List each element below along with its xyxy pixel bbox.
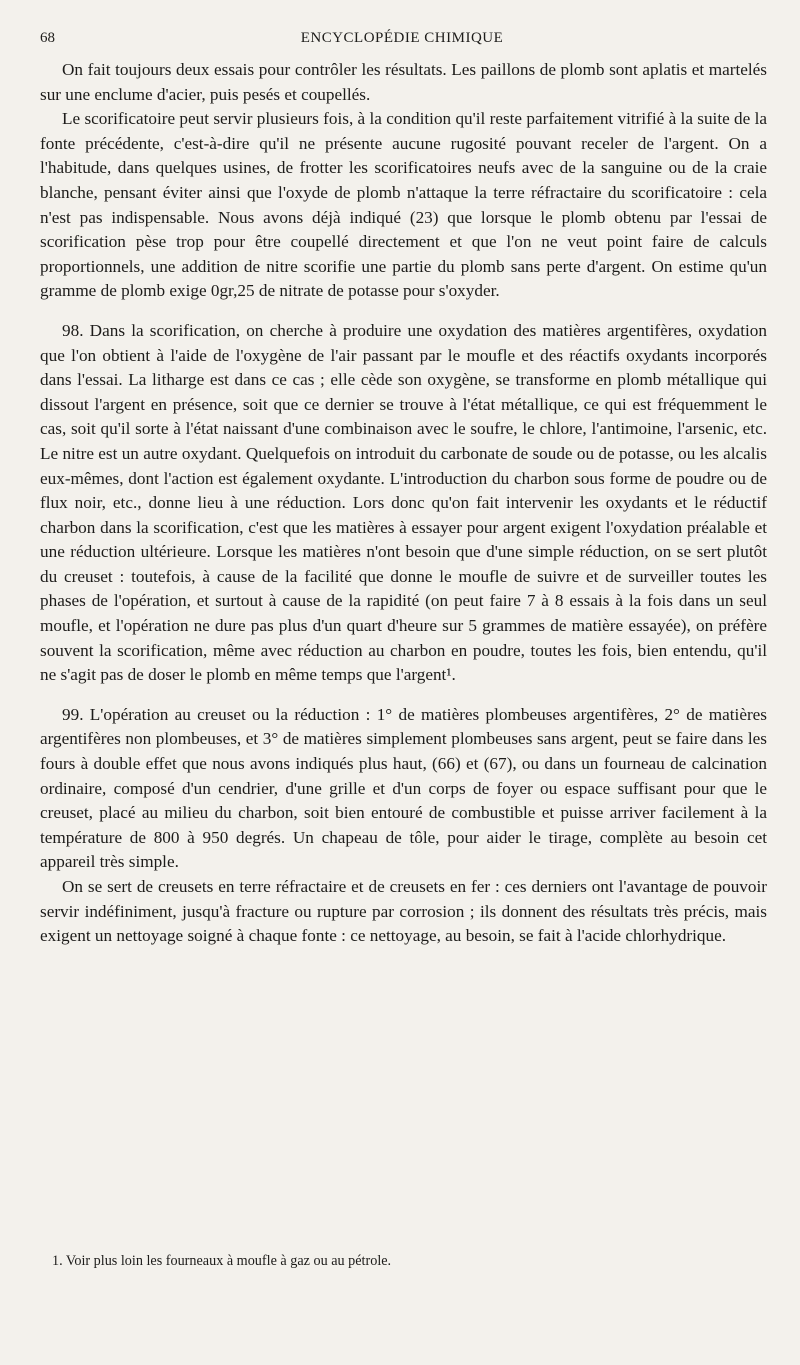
paragraph-98: 98. Dans la scorification, on cherche à produire une oxydation des matières argentifères, oxydation que l'on obtient à l'aide de l'oxygène de l'air passant par le moufle et des réactifs oxydants incorporés dans l'essai. La litharge est dans ce cas ; elle cède son oxygène, se transforme en plomb métallique qui dissout l'argent en présence, soit que ce dernier se trouve à l'état métallique, ce qui est fréquemment le cas, soit qu'il sorte à l'état naissant d'une combinaison avec le soufre, le chlore, l'antimoine, l'arsenic, etc. Le nitre est un autre oxydant. Quelquefois on introduit du carbonate de soude ou de potasse, ou les alcalis eux-mêmes, dont l'action est également oxydante. L'introduction du charbon sous forme de poudre ou de flux noir, etc., donne lieu à une réduction. Lors donc qu'on fait intervenir les oxydants et le réductif charbon dans la scorification, c'est que les matières à essayer pour argent exigent l'oxydation préalable et une réduction ultérieure. Lorsque les matières n'ont besoin que d'une simple réduction, on se sert plutôt du creuset : toutefois, à cause de la facilité que donne le moufle de suivre et de surveiller toutes les phases de l'opération, et surtout à cause de la rapidité (on peut faire 7 à 8 essais à la fois dans un seul moufle, et l'opération ne dure pas plus d'un quart d'heure sur 5 grammes de matière essayée), on préfère souvent la scorification, même avec réduction au charbon en poudre, toutes les fois, bien entendu, qu'il ne s'agit pas de doser le plomb en même temps que l'argent¹. (40, 320, 767, 685)
running-title: ENCYCLOPÉDIE CHIMIQUE (300, 30, 504, 46)
page-header (40, 30, 764, 52)
page-number: 68 (40, 30, 55, 46)
paragraph-99: 99. L'opération au creuset ou la réduction : 1° de matières plombeuses argentifères, 2° de matières argentifères non plombeuses, et 3° de matières simplement plombeuses sans argent, peut se faire dans les fours à double effet que nous avons indiqués plus haut, (66) et (67), ou dans un fourneau de calcination ordinaire, composé d'un cendrier, d'une grille et d'un corps de foyer ou espace suffisant pour que le creuset, placé au milieu du charbon, soit bien entouré de combustible et puisse arriver facilement à la température de 800 à 950 degrés. Un chapeau de tôle, pour aider le tirage, complète au besoin cet appareil très simple. (40, 704, 767, 872)
footnote: 1. Voir plus loin les fourneaux à moufle à gaz ou au pétrole. (52, 1253, 392, 1269)
paragraph-2: Le scorificatoire peut servir plusieurs fois, à la condition qu'il reste parfaitement vitrifié à la suite de la fonte précédente, c'est-à-dire qu'il ne présente aucune rugosité pouvant receler de l'argent. On a l'habitude, dans quelques usines, de frotter les scorificatoires neufs avec de la sanguine ou de la craie blanche, pensant éviter ainsi que l'oxyde de plomb n'attaque la terre réfractaire du scorificatoire : cela n'est pas indispensable. Nous avons déjà indiqué (23) que lorsque le plomb obtenu par l'essai de scorification pèse trop pour être coupellé directement et que l'on ne veut point faire de calculs proportionnels, une addition de nitre scorifie une partie du plomb sans perte d'argent. On estime qu'un gramme de plomb exige 0gr,25 de nitrate de potasse pour s'oxyder. (40, 109, 767, 301)
paragraph-1: On fait toujours deux essais pour contrôler les résultats. Les paillons de plomb sont aplatis et martelés sur une enclume d'acier, puis pesés et coupellés. (40, 60, 767, 104)
body-text (40, 58, 767, 949)
paragraph-crucibles: On se sert de creusets en terre réfractaire et de creusets en fer : ces derniers ont l'avantage de pouvoir servir indéfiniment, jusqu'à fracture ou rupture par corrosion ; ils donnent des résultats très précis, mais exigent un nettoyage soigné à chaque fonte : ce nettoyage, au besoin, se fait à l'acide chlorhydrique. (40, 877, 767, 946)
